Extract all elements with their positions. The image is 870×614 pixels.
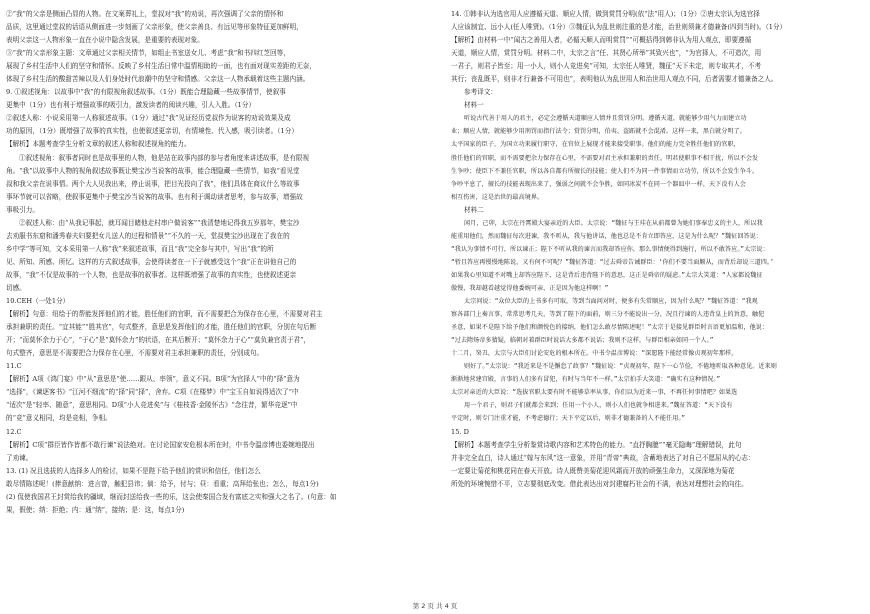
text-line: 【解析】本题考查学生分析文章的叙述人称和叙述视角的能力。 — [6, 140, 191, 149]
text-line: 材料一 — [464, 101, 484, 110]
text-line: 一君子，则君子皆至；用一小人，则小人竞进矣”可知，太宗任人唯贤，魏征“天下未定，则专取其才，不考 — [451, 62, 762, 71]
text-line: 14. ①韩非认为选官用人应遵循天道、顺应人情，做到赏罚分明(依“法”用人)；（1分）②唐太宗认为选官择 — [451, 10, 760, 18]
text-line: 开；“而莫怀余力于心”，“于心”是“莫怀余力”的状语，在其后断开；“莫怀余力于心”“莫负兼官责于君”， — [6, 336, 311, 345]
text-line: 平定时，则专门注重才能，不考虑德行；天下平定以后，则非才德兼备的人不能任用。” — [451, 415, 686, 423]
text-line: 察各部门上奏言事，常常思考几天，等到了陛下的面前，则三分不能说出一分，况且行谏的人违背皇上的旨意，触犯 — [451, 311, 765, 319]
text-line: “暂且答应再慢慢地陈说，又有何不可呢？”魏征答道：“过去舜帝告诫群臣：‘你们不要当面顺从，而背后却说三道四。’ — [451, 258, 774, 266]
text-line: ③“我”的父亲形象主题：文章通过父亲相关情节，如组止书室送女儿、考虑“我”和书四红芝回等， — [6, 49, 290, 58]
text-line: ②叙述人称：小说采用第一人称叙述故事。（1分）通过“我”见证经历党叔作为说客的劝说效果及成 — [6, 114, 291, 123]
text-line: ②“我”的父亲是侧面凸显的人物。在文案葬礼上，堂叔对“我”的劝说，再次强调了父亲的情怀和 — [6, 10, 284, 18]
page-footer: 第 2 页 共 4 页 — [412, 602, 458, 610]
text-line: 能重用他们，然而魏征每次进谏，我不听从，我与他讲话，他也总是不肯立即答应，这是为什么呢？”魏征回答说： — [451, 232, 762, 240]
text-line: 9. ①叙述视角：以故事中“我”的有限视角叙述故事。（1分）既能合理隐藏一些故事情节，使叙事 — [6, 88, 286, 97]
text-line: 业；顺应人情，就能够少用刑罚而指行法令；赏罚分明，伯夷、盗跖就不会混淆。这样一来，黑白就分明了。 — [451, 128, 746, 136]
text-line: 【解析】句意：纽绘于的帮能发挥他们的才能，胜任他们的官职，而不需要把合为保存在心里，不需要对君主 — [6, 310, 323, 319]
text-line: 展现了乡村生活中人们的坚守和情怀。反映了乡村生活日常中温情相助的一面，也有面对现实差距的无奈， — [6, 62, 316, 71]
text-line: 【解析】C项“群臣皆作皆都不敢行谏”说法绝对。在讨论国家安危根本所在时，中书令温彦博也委婉地提出 — [6, 440, 315, 449]
text-line: 12.C — [6, 427, 22, 436]
text-line: 参考译文： — [464, 88, 497, 97]
text-line: “选择”，《谏逐客书》“江河不细流”的“择”同“择”，舍弃。C项《在楼梦》中“宝玉自如说得适次了”中 — [6, 388, 299, 397]
text-line: 13. (1) 况且选拔的人选择多人的检讨，如果不是陛下给予他们的赏识和信任，他们怎么 — [6, 466, 261, 475]
left-column — [6, 8, 422, 600]
text-line: ①叙述视角：叙事者同时也是故事里的人物，他是站在故事内部的参与者角度来讲述故事，是有限视 — [19, 153, 310, 162]
text-line: 并非完全直白，诗人通过“嫁与东风”这一意象，并用“青帝”典故，含蓄地表达了对自己不愿屈从的心志： — [451, 453, 755, 462]
text-line: (2) 侃使我国君王封赏给我的疆域，继而封送给我一些的乐，这会使秦国合发有富底之实和强大之名了。(句意：如 — [6, 492, 337, 501]
text-line: 【解析】本题考查学生分析鉴赏诗歌内容和艺术特色的能力。“直抒胸臆”“毫无隐晦”理解错误，此句 — [451, 440, 742, 449]
text-line: 太宗对亲近的大臣说：“选拔官职太要有时不能够草率从事，你们以为近来一事，不再任何事情吧？如果选 — [451, 389, 738, 397]
text-line: “适次”是“轻率、随意”，意思相同。D项“小人竞进矣”与《桂枝香·金陵怀古》“念往昔，繁华竞逐”中 — [6, 401, 298, 410]
text-line: 见、所知、所感、所忆。这样的方式叙述故事，会使得读者在一下子就感受这个“我”正在讲他自己的 — [6, 257, 297, 266]
text-line: 【解析】由材料一中“闻古之善用人者，必循天顺人而明赏罚”“可概括得到韩非认为用人观点，即要遵循 — [451, 36, 752, 45]
text-line: 乡中学”等可知，文本采用第一人称“我”来叙述故事，而且“我”完全参与其中，写出“我”的所 — [6, 244, 274, 253]
text-line: 11.C — [6, 362, 22, 371]
text-line: 了劝谏。 — [6, 453, 33, 462]
text-line: 功的原因，（1分）既增强了故事的真实性，也使叙述更亲切，有情境性、代入感，吸引读者。（1分） — [6, 127, 298, 136]
text-line: 其行；丧乱既平，则非才行兼备不可用也”，表明他认为乱世用人和治世用人观点不同，后者需要才德兼备之人。 — [451, 75, 778, 84]
text-line: 故事，“我”不仅是故事的一个人物，也是故事的叙事者。这样既增强了故事的真实性，也使叙述更亲 — [6, 270, 297, 279]
text-line: 切感。 — [6, 283, 26, 292]
text-line: 10.CEH（一处1分） — [6, 297, 70, 306]
text-line: 句式整齐，意思是不需要把合力保存在心里，不需要对君主承担兼职的责任，分别成句。 — [6, 349, 264, 358]
text-line: 相互伤害，这是治世的最高境界。 — [451, 193, 544, 201]
right-column — [451, 8, 867, 600]
text-line: 品质，这里通过堂叔的话语从侧面进一步刻画了父亲形象，使父亲善良、有远见等形象特征更加鲜明， — [6, 23, 303, 32]
text-line: 渐渐地营建宫殿，言事的人们多有冒犯，有时与当年不一样。”太宗拍手大笑道：“确实有这种情况。” — [451, 376, 721, 384]
text-line: 胜任他们的官职，而不需要把余力保存在心里，不需要对君主承担兼职的责任。明君使职事不相干扰，所以不会发 — [451, 154, 759, 162]
text-line: 去劝服书东窟和潘秀春夫妇要把女儿送人的过程和情景”“不久的一天，堂叔樊宝沙出现在了我在的 — [6, 231, 290, 240]
text-line: 果，假使；纳：拒绝；内：通“纳”，接纳；是：这，每点1分) — [6, 505, 185, 514]
text-line: 角。“我”以故事中人物的视角叙述故事既让樊宝沙当说客的故事，能合理隐藏一些情节，如我“看见堂 — [6, 166, 300, 175]
text-line: 傲慢，我却越看越觉得他委婉可亲，正是因为他这样啊！” — [451, 284, 609, 292]
text-line: “过去隋炀帝多猜疑，临朝对着群臣时说话大多都不说话；我则不这样，与群臣相亲如同一个人。” — [451, 337, 714, 345]
text-line: 体现了乡村生活的酸甜苦辣以及人们身处时代浪潮中的坚守和情感。父亲这一人物承载着这些主题内涵。 — [6, 75, 310, 84]
text-line: 圣意，如果不是陛下给予他们和颜悦色的接纳，他们怎么敢尽情陈述呢！”太宗于是接见群臣时言语更加温和，他说： — [451, 324, 769, 332]
text-line: 15. D — [451, 427, 469, 436]
text-line: 承担兼职的责任。“宜其能”“胜其官”，句式整齐，意思是发挥他们的才能，胜任他们的官职，分别在句后断 — [6, 323, 317, 332]
text-line: 十二月，癸丑，太宗与大臣们讨论安危的根本所在。中书令温彦博说：“深愿陛下能经常像贞观初年那样， — [451, 350, 738, 358]
text-line: 人应该制宜、远小人(任人唯贤)。（1分）③魏征认为乱世则注重的是才能，治世则须兼才德兼备(四到当时)。（1分） — [451, 23, 787, 32]
text-line: 生争吵；使臣下不兼任官职，所以各自都有所擅长的技能；使人们不为同一件事情而立功劳，所以不会发生争斗。 — [451, 167, 759, 175]
text-line: 争吵平息了，擅长的技能表现出来了，强弱之间就不会争胜，如同冰炭不在同一个器皿中一样，天下没有人会 — [451, 180, 746, 188]
text-line: ②叙述人称：由“从我记事起，就耳闻目睹他走村串户做说客”“我清楚地记得我五岁那年，樊宝沙 — [19, 218, 300, 227]
text-line: 事吸引力。 — [6, 205, 39, 214]
text-line: 闲月，己卯，太宗在丹霄殿大宴亲近的大臣。太宗说：“魏征与王珪在从前都曾为她们事奉忠义的主人，所以我 — [464, 219, 763, 227]
text-line: 太宗问说：“众位大臣的上书多有可取，等到当面问对时，便多有失常顺应，因为什么呢？”魏征答道：“我观 — [464, 298, 758, 306]
text-line: 的“竞”意义相同，均是竞相，争相。 — [6, 414, 112, 423]
text-line: 听说古代善于用人的君主，必定会遵循天道顺应人情并且赏罚分明。遵循天道，就能够少用气力而建立功 — [464, 115, 747, 123]
text-line: 敢尽情陈述呢！(捧意献纳：进言曾，触犯县讳；倘：给予，付与；昼：看重；高拜给张也；怎么，每点1分) — [6, 479, 319, 488]
text-line: 事环节就可以省略，使叙事更集中于樊宝沙当说客的故事。也有利于调动读者思考，参与故事，增强故 — [6, 192, 303, 201]
text-line: 如果我心里知道不对嘴上却答应陛下，这是背后违背陛下的意思，这正是舜帝的疑虑。”太宗大笑道：“人家都说魏征 — [451, 271, 763, 279]
text-line: 材料二 — [464, 205, 484, 214]
text-line: 所处的环境惋惜不平，立志要彻底改变。借此表达出对封建腐朽社会的不满，表达对理想社会的向往。 — [451, 479, 748, 488]
text-line: 【解析】A项《鸿门宴》中“从”意思是“使……跟从、率领”，意义不同。B项“为官择人”中的“择”意为 — [6, 375, 300, 384]
text-line: 则好了。”太宗说：“我近来是不是懈怠了政事？”魏征说：“贞观初年，陛下一心节俭，不倦地听取各种意见。近来则 — [464, 363, 777, 371]
text-line: 天道，顺应人情，赏罚分明。材料二中，太宗之言“任、其贤心所举”其致兴也”，“为官择人，不可造次，用 — [451, 49, 762, 58]
text-line: 一定要让菊花和桃花同在春天开放。诗人既赞美菊花迎风霜而开放的顽强生命力，又深深地为菊花 — [451, 466, 735, 475]
text-line: 表明父亲这一人物形象一直在小说中隐含发展，是重要的表现对象。 — [6, 36, 204, 45]
text-line: 更集中（1分）也有利于增强故事的吸引力，激发读者的阅读兴趣，引人入胜。（1分） — [6, 101, 256, 110]
text-line: “我认为事情不可行，所以谏正；陛下不听从我的谏言而我却答应你，那么事情便得到施行，所以不敢答应。”太宗说： — [451, 245, 769, 253]
text-line: 太平国家的臣子，为国立功来履行职守，在官位上展现才能来接受职事。他们的能力完全胜任他们的官职， — [451, 141, 740, 149]
text-line: 叔和我父亲在说事情。两个大人见我出来，停止说事，把目光投向了我”，他们具体在商议什么等故事 — [6, 179, 300, 188]
text-line: 用一个君子，则君子们就都会来到；任用一个小人，则小人们也就争相进来。”魏征答道：“天下没有 — [464, 402, 733, 410]
